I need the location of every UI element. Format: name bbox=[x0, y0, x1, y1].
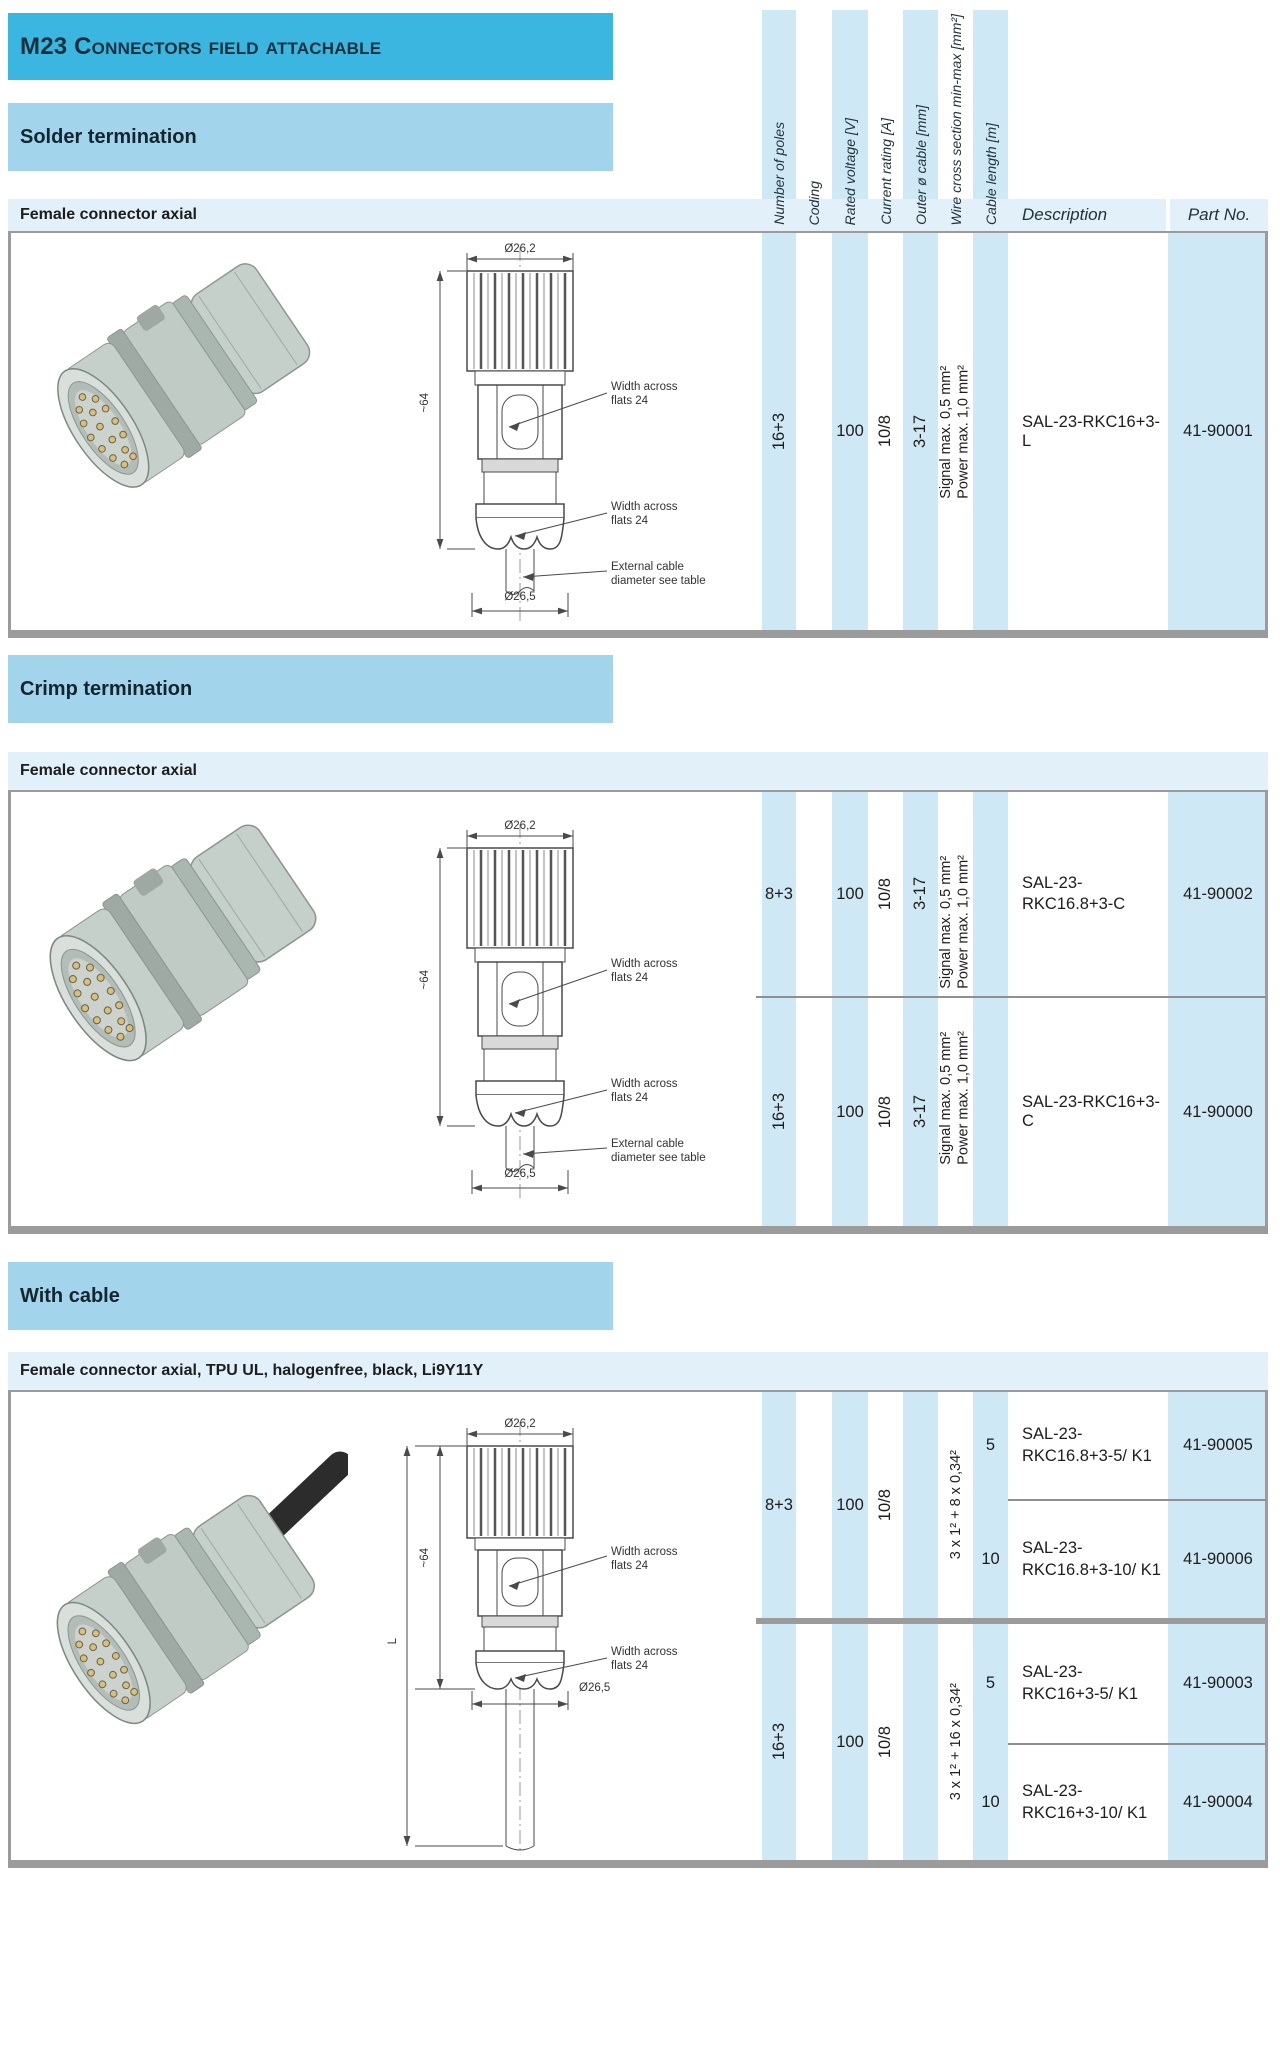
wire-cross-section-value: Signal max. 0,5 mm² Power max. 1,0 mm² bbox=[937, 364, 971, 499]
part-no-value: 41-90000 bbox=[1183, 1102, 1253, 1121]
description-value: SAL-23-RKC16+3-L bbox=[1022, 412, 1161, 450]
description-header-band bbox=[1008, 199, 1166, 231]
dim-width-across-flats: Width across flats 24 bbox=[611, 1646, 678, 1672]
voltage-value: 100 bbox=[836, 422, 864, 440]
dim-external-cable-note: External cable diameter see table bbox=[611, 1138, 706, 1164]
description-header: Description bbox=[1022, 205, 1108, 224]
dim-diameter-bottom: Ø26,5 bbox=[504, 1168, 536, 1180]
description-value: SAL-23- RKC16+3-10/ K1 bbox=[1022, 1782, 1148, 1822]
poles-value: 16+3 bbox=[769, 1723, 788, 1761]
part-no-value: 41-90002 bbox=[1183, 884, 1253, 903]
part-no-value: 41-90001 bbox=[1183, 422, 1253, 440]
dim-width-across-flats: Width across flats 24 bbox=[611, 381, 678, 407]
wire-cross-section-value: 3 x 1² + 8 x 0,34² bbox=[947, 1450, 964, 1560]
description-value: SAL-23- RKC16.8+3-C bbox=[1022, 873, 1126, 913]
wire-cross-section-value: Signal max. 0,5 mm² Power max. 1,0 mm² bbox=[937, 1031, 971, 1165]
page-title-band bbox=[8, 13, 613, 80]
dim-diameter-top: Ø26,2 bbox=[504, 1418, 536, 1430]
outer-diameter-value: 3-17 bbox=[911, 414, 929, 449]
part-no-value: 41-90006 bbox=[1183, 1550, 1253, 1568]
section-band-solder bbox=[8, 103, 613, 171]
col-header-current: Current rating [A] bbox=[877, 118, 894, 225]
dim-width-across-flats: Width across flats 24 bbox=[611, 1078, 678, 1104]
current-value: 10/8 bbox=[876, 1488, 894, 1522]
dim-width-across-flats: Width across flats 24 bbox=[611, 501, 678, 527]
part-no-value: 41-90004 bbox=[1183, 1793, 1253, 1811]
section-band-with-cable bbox=[8, 1262, 613, 1330]
wire-cross-section-value: 3 x 1² + 16 x 0,34² bbox=[947, 1683, 964, 1801]
part-no-header: Part No. bbox=[1187, 205, 1251, 224]
col-header-voltage: Rated voltage [V] bbox=[842, 117, 858, 225]
description-value: SAL-23- RKC16+3-5/ K1 bbox=[1022, 1663, 1139, 1703]
column-stripe bbox=[903, 1392, 938, 1860]
col-header-wire: Wire cross section min-max [mm²] bbox=[947, 13, 964, 225]
poles-value: 8+3 bbox=[765, 1495, 793, 1514]
subheader-label: Female connector axial bbox=[20, 762, 197, 779]
dim-height: ~64 bbox=[419, 1548, 431, 1568]
poles-value: 8+3 bbox=[765, 884, 793, 903]
table-border bbox=[8, 790, 11, 1226]
table-border bbox=[8, 1226, 1268, 1234]
cable-length-value: 10 bbox=[981, 1550, 1000, 1568]
product-photo bbox=[28, 255, 328, 500]
dim-diameter-bottom: Ø26,5 bbox=[579, 1682, 611, 1694]
col-header-outer: Outer ø cable [mm] bbox=[912, 105, 929, 225]
dimension-drawing bbox=[335, 243, 715, 628]
current-value: 10/8 bbox=[876, 415, 894, 448]
dim-width-across-flats: Width across flats 24 bbox=[611, 1546, 678, 1572]
current-value: 10/8 bbox=[876, 1725, 894, 1759]
voltage-value: 100 bbox=[836, 1732, 864, 1751]
part-no-value: 41-90005 bbox=[1183, 1436, 1253, 1454]
product-photo bbox=[22, 805, 332, 1085]
section-title: Solder termination bbox=[20, 125, 197, 148]
part-no-value: 41-90003 bbox=[1183, 1674, 1253, 1692]
current-value: 10/8 bbox=[876, 877, 894, 911]
dimension-drawing bbox=[335, 820, 715, 1205]
col-header-coding: Coding bbox=[806, 180, 822, 225]
poles-value: 16+3 bbox=[769, 1093, 788, 1131]
dim-height: ~64 bbox=[419, 970, 431, 990]
outer-diameter-value: 3-17 bbox=[911, 1095, 929, 1129]
voltage-value: 100 bbox=[836, 1495, 864, 1514]
table-border bbox=[8, 231, 11, 630]
description-value: SAL-23- RKC16.8+3-10/ K1 bbox=[1022, 1539, 1161, 1579]
dim-diameter-top: Ø26,2 bbox=[504, 820, 536, 832]
cable-length-value: 5 bbox=[985, 1674, 996, 1692]
dim-height: ~64 bbox=[419, 393, 431, 413]
subheader-label: Female connector axial bbox=[20, 206, 197, 223]
wire-cross-section-value: Signal max. 0,5 mm² Power max. 1,0 mm² bbox=[937, 855, 971, 989]
dim-width-across-flats: Width across flats 24 bbox=[611, 958, 678, 984]
dim-cable-length: L bbox=[387, 1638, 399, 1645]
table-border bbox=[8, 630, 1268, 638]
section-title: Crimp termination bbox=[20, 677, 193, 700]
dim-external-cable-note: External cable diameter see table bbox=[611, 561, 706, 587]
table-border bbox=[8, 1390, 11, 1860]
dimension-drawing bbox=[335, 1398, 715, 1858]
subheader-label: Female connector axial, TPU UL, halogenfree, black, Li9Y11Y bbox=[20, 1362, 484, 1379]
description-value: SAL-23- RKC16.8+3-5/ K1 bbox=[1022, 1425, 1152, 1465]
poles-value: 16+3 bbox=[769, 412, 788, 451]
voltage-value: 100 bbox=[836, 884, 864, 903]
outer-diameter-value: 3-17 bbox=[911, 877, 929, 911]
description-value: SAL-23-RKC16+3-C bbox=[1022, 1093, 1161, 1130]
col-header-poles: Number of poles bbox=[771, 122, 787, 225]
section-title: With cable bbox=[20, 1284, 120, 1307]
current-value: 10/8 bbox=[876, 1095, 894, 1129]
voltage-value: 100 bbox=[836, 1102, 864, 1121]
cable-length-value: 5 bbox=[985, 1436, 996, 1454]
table-border bbox=[8, 1860, 1268, 1868]
part-no-header-band bbox=[1170, 199, 1268, 231]
section-band-crimp bbox=[8, 655, 613, 723]
dim-diameter-top: Ø26,2 bbox=[504, 243, 536, 255]
subheader-band bbox=[8, 752, 1268, 790]
page-title: M23 Connectors field attachable bbox=[20, 32, 382, 60]
cable-length-value: 10 bbox=[981, 1793, 1000, 1811]
subheader-band bbox=[8, 1352, 1268, 1390]
product-photo bbox=[18, 1425, 348, 1780]
col-header-length: Cable length [m] bbox=[982, 123, 999, 225]
dim-diameter-bottom: Ø26,5 bbox=[504, 591, 536, 603]
